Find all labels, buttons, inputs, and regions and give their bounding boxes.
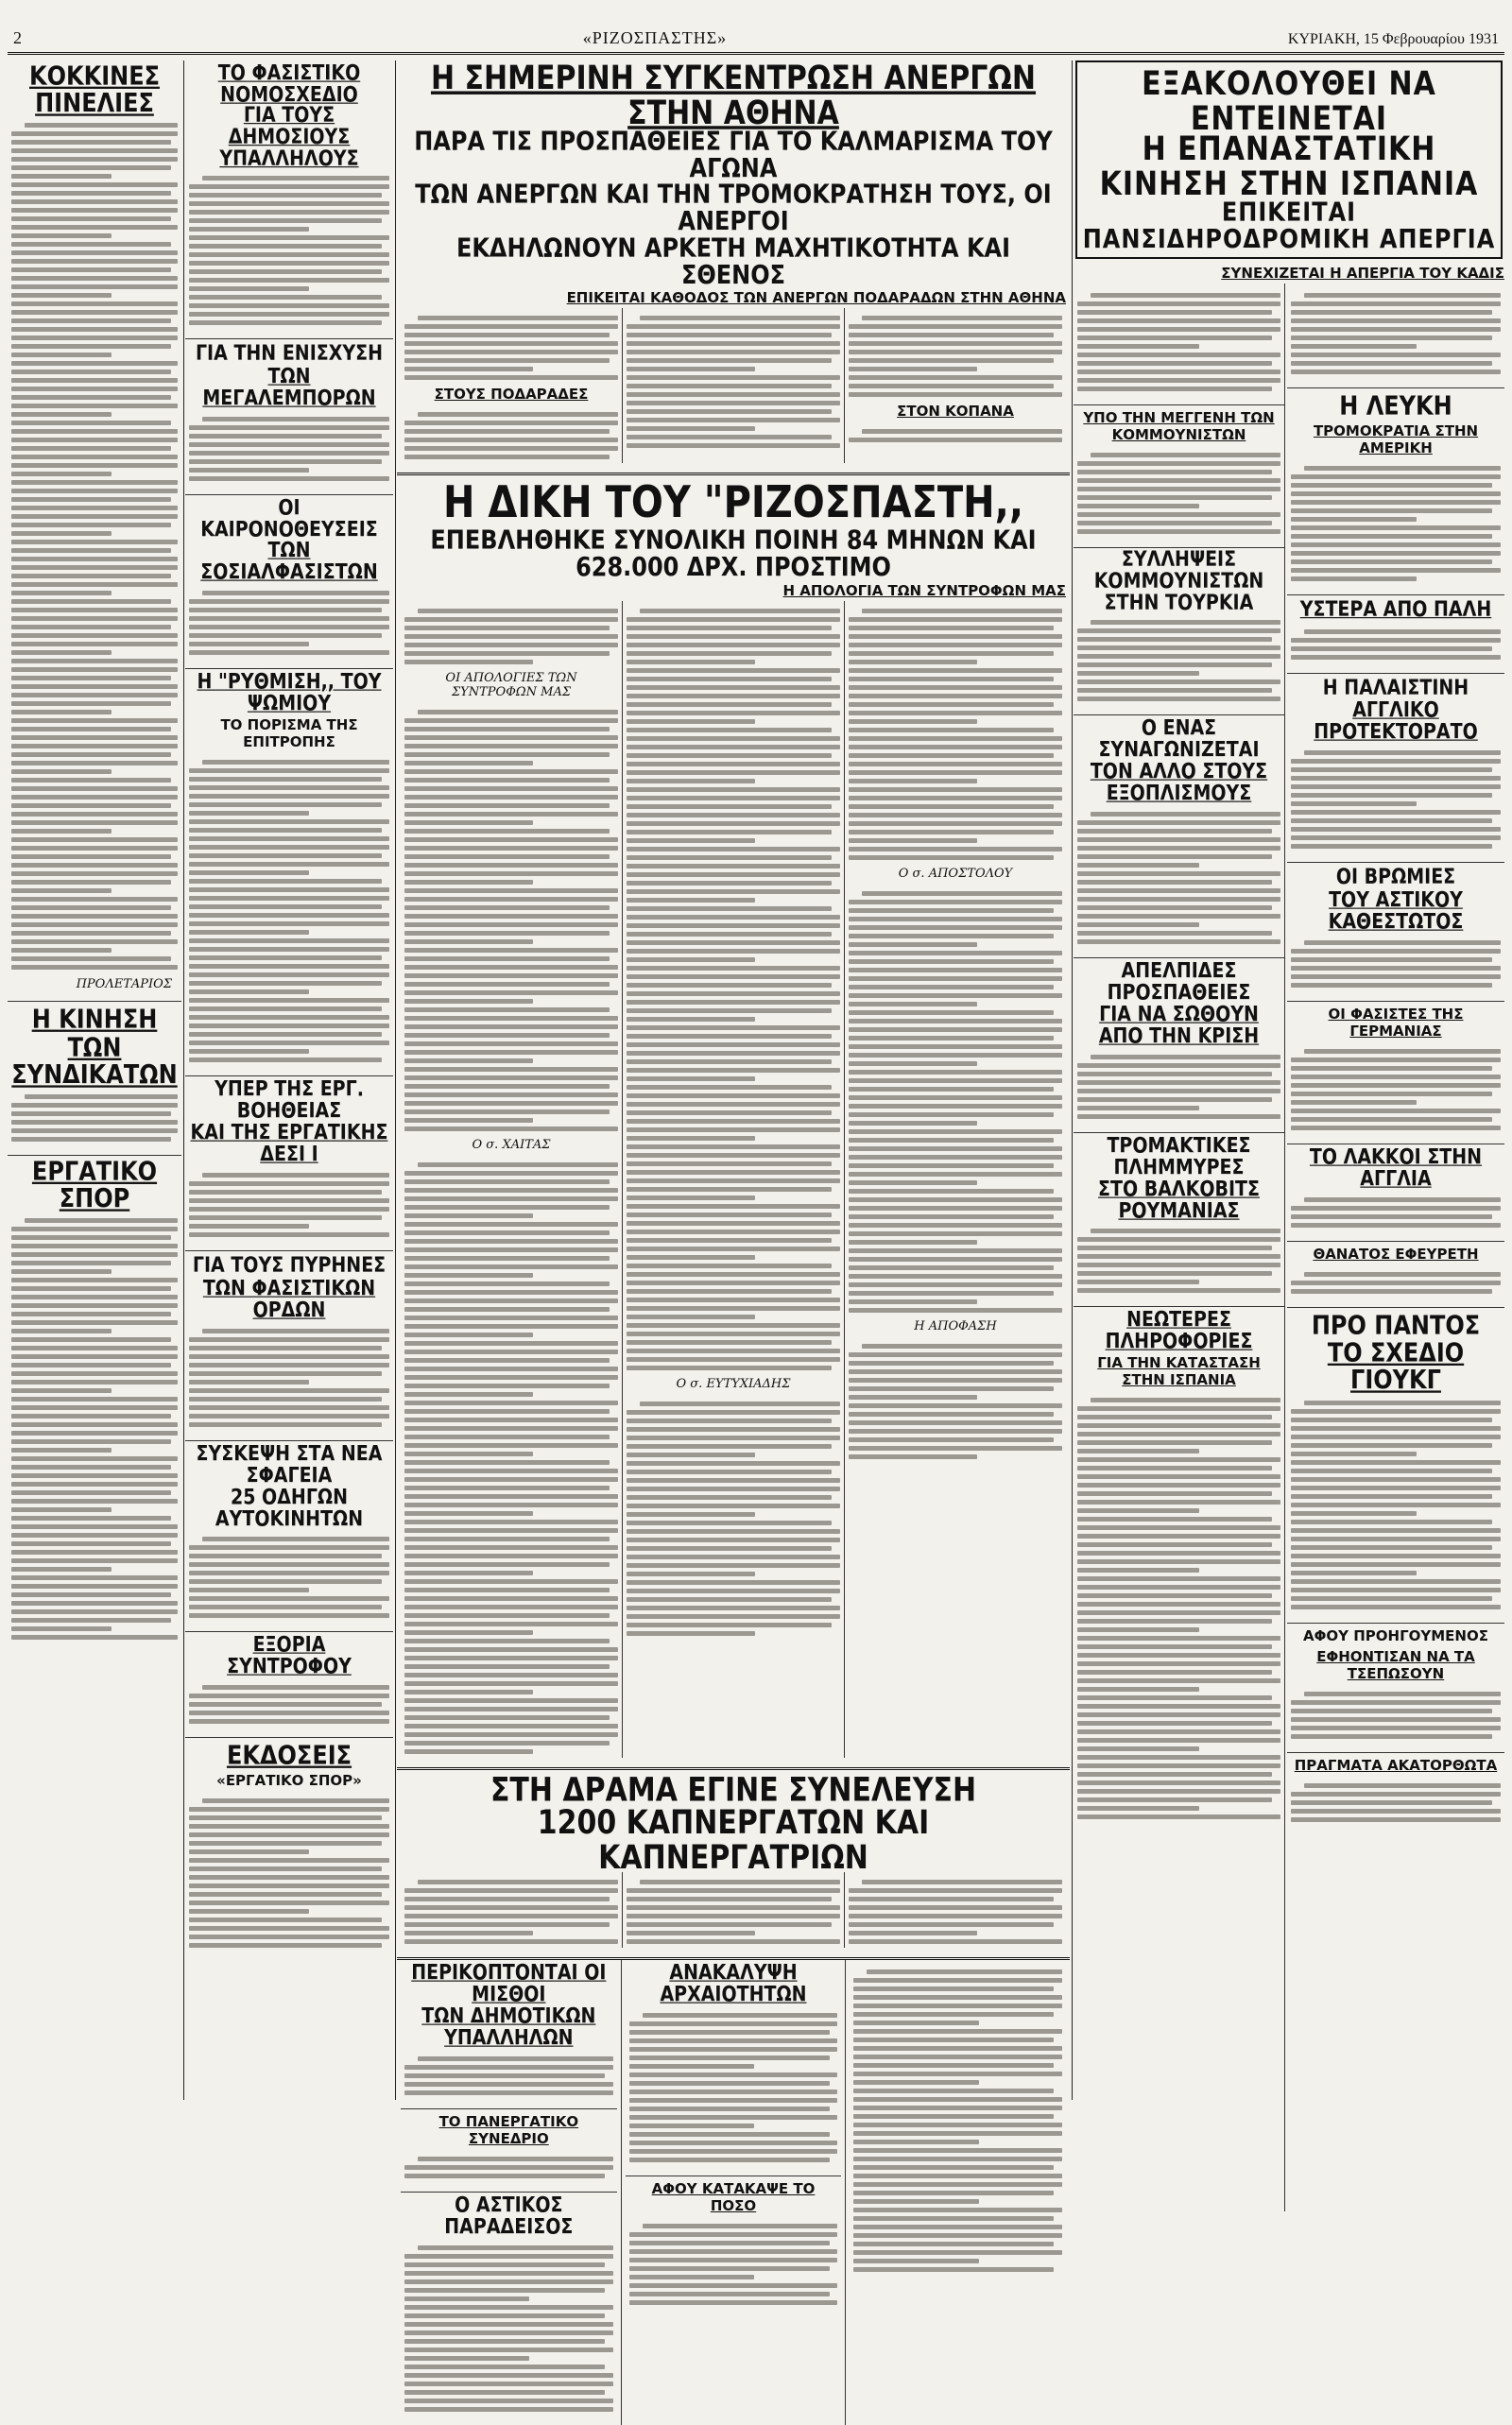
lead-subtitle: ΕΠΙΚΕΙΤΑΙ ΚΑΘΟΔΟΣ ΤΩΝ ΑΝΕΡΓΩΝ ΠΟΔΑΡΑΔΩΝ ΣΤΗΝ ΑΘΗΝΑ <box>566 289 1066 307</box>
article-title: 1200 ΚΑΠΝΕΡΓΑΤΩΝ ΚΑΙ ΚΑΠΝΕΡΓΑΤΡΙΩΝ <box>537 1804 930 1877</box>
article-body <box>189 1791 389 1948</box>
article-title: Η ΚΙΝΗΣΗ <box>31 1004 158 1035</box>
article-ystera-apo-pali <box>1287 595 1504 674</box>
bottom-columns <box>397 1960 1070 2425</box>
column-1 <box>8 60 181 2100</box>
article-body <box>849 1336 1062 1459</box>
article-body <box>189 752 389 1062</box>
article-title: ΑΠΕΛΠΙΔΕΣ ΠΡΟΣΠΑΘΕΙΕΣ <box>1107 958 1251 1006</box>
article-body <box>404 1872 618 1944</box>
article-lakkoi-anglia <box>1287 1144 1504 1242</box>
section-heading: ΟΙ ΑΠΟΛΟΓΙΕΣ ΤΩΝ ΣΥΝΤΡΟΦΩΝ ΜΑΣ <box>445 670 577 699</box>
section-heading: ΣΤΟΥΣ ΠΟΔΑΡΑΔΕΣ <box>434 386 589 404</box>
article-syskepsi-sfageia <box>185 1441 393 1633</box>
article-title: ΑΓΓΛΙΚΟ ΠΡΟΤΕΚΤΟΡΑΤΟ <box>1314 698 1478 745</box>
article-kokkines-pinelies <box>8 60 181 1002</box>
article-body <box>627 1394 840 1636</box>
article-ergatiko-spor <box>8 1156 181 1653</box>
article-ekdoseis <box>185 1738 393 1960</box>
article-lefki-tromokratia <box>1287 388 1504 594</box>
article-drama-synelefsi <box>397 1770 1070 1961</box>
lead-headline: ΠΑΡΑ ΤΙΣ ΠΡΟΣΠΑΘΕΙΕΣ ΓΙΑ ΤΟ ΚΑΛΜΑΡΙΣΜΑ ΤΟΥ ΑΓΩΝΑ <box>414 126 1053 184</box>
banner-headline: Η ΕΠΑΝΑΣΤΑΤΙΚΗ ΚΙΝΗΣΗ ΣΤΗΝ ΙΣΠΑΝΙΑ <box>1099 130 1479 203</box>
article-title: ΣΤΟ ΒΑΛΚΟΒΙΤΣ ΡΟΥΜΑΝΙΑΣ <box>1098 1177 1260 1223</box>
article-title: ΤΩΝ ΜΕΓΑΛΕΜΠΟΡΩΝ <box>202 364 376 410</box>
article-title: ΑΦΟΥ ΚΑΤΑΚΑΨΕ ΤΟ ΠΟΣΟ <box>651 2179 816 2214</box>
article-body <box>11 1087 178 1142</box>
trial-subtitle: Η ΑΠΟΛΟΓΙΑ ΤΩΝ ΣΥΝΤΡΟΦΩΝ ΜΑΣ <box>782 581 1066 599</box>
article-body <box>849 1872 1062 1944</box>
article-title: ΣΤΗ ΔΡΑΜΑ ΕΓΙΝΕ ΣΥΝΕΛΕΥΣΗ <box>490 1770 977 1810</box>
article-title: ΕΞΟΡΙΑ ΣΥΝΤΡΟΦΟΥ <box>227 1633 352 1679</box>
article-title: ΤΟΥ ΑΣΤΙΚΟΥ ΚΑΘΕΣΤΩΤΟΣ <box>1328 888 1464 935</box>
article-subtitle: «ΕΡΓΑΤΙΚΟ ΣΠΟΡ» <box>216 1771 362 1789</box>
article-body <box>849 884 1062 1313</box>
article-body <box>1077 612 1280 701</box>
drama-body-columns <box>401 1872 1066 1948</box>
article-vromies-kathestotos <box>1287 863 1504 1002</box>
article-body <box>189 1165 389 1237</box>
article-megeni-kommounistwn <box>1074 405 1284 548</box>
article-katakapse-poso <box>626 2176 842 2318</box>
article-body <box>1291 622 1501 660</box>
trial-body-columns <box>401 601 1066 1758</box>
article-body <box>404 702 618 1131</box>
article-fasistes-germanias <box>1287 1002 1504 1144</box>
article-plimmyres <box>1074 1133 1284 1308</box>
article-title: ΤΟΝ ΑΛΛΟ ΣΤΟΥΣ ΕΞΟΠΛΙΣΜΟΥΣ <box>1090 759 1268 806</box>
banner-subtitle: ΣΥΝΕΧΙΖΕΤΑΙ Η ΑΠΕΡΓΙΑ ΤΟΥ ΚΑΔΙΣ <box>1221 265 1504 283</box>
article-title: ΤΟ ΠΑΝΕΡΓΑΤΙΚΟ ΣΥΝΕΔΡΙΟ <box>438 2112 579 2147</box>
issue-date: ΚΥΡΙΑΚΗ, 15 Φεβρουαρίου 1931 <box>1287 31 1499 47</box>
article-body <box>404 404 618 459</box>
article-body <box>11 1211 178 1640</box>
article-apelpides-prospatheies <box>1074 958 1284 1133</box>
lead-body-columns <box>401 308 1066 463</box>
article-body <box>1077 445 1280 534</box>
article-title: ΤΡΟΜΑΚΤΙΚΕΣ ΠΛΗΜΜΥΡΕΣ <box>1107 1133 1251 1179</box>
column-rule <box>395 60 396 2100</box>
article-title: ΤΩΝ ΣΟΣΙΑΛΦΑΣΙΣΤΩΝ <box>200 539 378 585</box>
article-title: ΕΦΗΟΝΤΙΣΑΝ ΝΑ ΤΑ ΤΣΕΠΩΣΟΥΝ <box>1316 1647 1475 1682</box>
article-palaistini <box>1287 674 1504 864</box>
column-rule <box>1072 60 1073 2100</box>
article-body <box>189 409 389 481</box>
section-heading: Ο σ. ΑΠΟΣΤΟΛΟΥ <box>898 866 1013 881</box>
article-rythmisi-psomiou <box>185 669 393 1076</box>
article-bottom-continuation <box>850 1960 1066 2285</box>
article-exoplismoi <box>1074 715 1284 958</box>
article-body <box>189 1321 389 1427</box>
article-body <box>1291 1264 1501 1294</box>
section-heading: Ο σ. ΕΥΤΥΧΙΑΔΗΣ <box>676 1376 791 1391</box>
article-body <box>404 601 618 664</box>
column-rule <box>183 60 184 2100</box>
article-astikos-paradeisos <box>401 2193 617 2425</box>
article-title: ΤΟ ΣΧΕΔΙΟ ΓΙΟΥΚΓ <box>1327 1337 1465 1396</box>
article-body <box>1077 1221 1280 1293</box>
article-title: ΓΙΑ ΝΑ ΣΩΘΟΥΝ ΑΠΟ ΤΗΝ ΚΡΙΣΗ <box>1098 1002 1260 1048</box>
article-body <box>1291 285 1501 374</box>
column-4-body <box>1074 284 1504 2211</box>
article-title: ΤΡΟΜΟΚΡΑΤΙΑ ΣΤΗΝ ΑΜΕΡΙΚΗ <box>1313 421 1479 456</box>
paper-name: «ΡΙΖΟΣΠΑΣΤΗΣ» <box>582 28 728 47</box>
article-title: ΓΙΑ ΤΟΥΣ ΠΥΡΗΝΕΣ <box>192 1253 387 1278</box>
article-body <box>404 2049 613 2095</box>
article-kinisi-syndikaton <box>8 1002 181 1156</box>
article-kaironotheuseis <box>185 495 393 670</box>
article-title: ΚΑΙ ΤΗΣ ΕΡΓΑΤΙΚΗΣ ΔΕΣΙ Ι <box>190 1120 388 1167</box>
article-body <box>849 421 1062 442</box>
article-title: ΠΕΡΙΚΟΠΤΟΝΤΑΙ ΟΙ ΜΙΣΘΟΙ <box>411 1960 607 2007</box>
article-body <box>1291 933 1501 988</box>
article-body <box>1291 743 1501 849</box>
trial-headline: Η ΔΙΚΗ ΤΟΥ "ΡΙΖΟΣΠΑΣΤΗ,, <box>442 477 1024 528</box>
column-4-left <box>1074 284 1285 2211</box>
newspaper-page <box>8 8 1504 2239</box>
article-byline: ΠΡΟΛΕΤΑΡΙΟΣ <box>76 977 172 992</box>
article-body <box>404 2238 613 2412</box>
article-aperjia-kadis-body <box>1287 284 1504 388</box>
article-body <box>11 115 178 970</box>
article-title: ΓΙΑ ΤΗΝ ΕΝΙΣΧΥΣΗ <box>195 341 384 366</box>
section-heading: Ο σ. ΧΑΙΤΑΣ <box>472 1137 551 1152</box>
article-title: 25 ΟΔΗΓΩΝ ΑΥΤΟΚΙΝΗΤΩΝ <box>215 1485 364 1531</box>
article-enisxysi-megalemporon <box>185 339 393 495</box>
article-title: ΥΠΟ ΤΗΝ ΜΕΓΓΕΝΗ ΤΩΝ ΚΟΜΜΟΥΝΙΣΤΩΝ <box>1083 409 1275 444</box>
article-title: ΕΚΔΟΣΕΙΣ <box>226 1740 352 1771</box>
article-subtitle: ΓΙΑ ΤΗΝ ΚΑΤΑΣΤΑΣΗ ΣΤΗΝ ΙΣΠΑΝΙΑ <box>1097 1354 1261 1389</box>
article-body <box>1077 1390 1280 1819</box>
lead-headline: ΤΩΝ ΑΝΕΡΓΩΝ ΚΑΙ ΤΗΝ ΤΡΟΜΟΚΡΑΤΗΣΗ ΤΟΥΣ, ΟΙ ΑΝΕΡΓΟΙ <box>415 179 1052 237</box>
article-body <box>1291 458 1501 581</box>
article-body <box>189 168 389 325</box>
article-body <box>627 1872 840 1944</box>
lead-headline: Η ΣΗΜΕΡΙΝΗ ΣΥΓΚΕΝΤΡΩΣΗ ΑΝΕΡΓΩΝ ΣΤΗΝ ΑΘΗΝΑ <box>430 60 1037 132</box>
article-syllipseis-tourkia <box>1074 548 1284 715</box>
article-neoteres-plirofories <box>1074 1307 1284 1832</box>
article-title: ΣΥΣΚΕΨΗ ΣΤΑ ΝΕΑ ΣΦΑΓΕΙΑ <box>196 1441 383 1488</box>
article-title: ΑΝΑΚΑΛΥΨΗ ΑΡΧΑΙΟΤΗΤΩΝ <box>660 1960 807 2007</box>
trial-subheadline: ΕΠΕΒΛΗΘΗΚΕ ΣΥΝΟΛΙΚΗ ΠΟΙΝΗ 84 ΜΗΝΩΝ ΚΑΙ 628.000 ΔΡΧ. ΠΡΟΣΤΙΜΟ <box>430 525 1037 583</box>
article-syngentrosi-anergon <box>397 60 1070 475</box>
article-title: Η ΠΑΛΑΙΣΤΙΝΗ <box>1322 675 1469 700</box>
article-title: ΥΠΕΡ ΤΗΣ ΕΡΓ. ΒΟΗΘΕΙΑΣ <box>215 1076 364 1124</box>
article-body <box>1291 1776 1501 1822</box>
article-title: ΤΩΝ ΣΥΝΔΙΚΑΤΩΝ <box>11 1031 178 1090</box>
article-body <box>1291 1041 1501 1130</box>
article-sxedio-giougk <box>1287 1308 1504 1624</box>
article-title: ΣΥΛΛΗΨΕΙΣ ΚΟΜΜΟΥΝΙΣΤΩΝ ΣΤΗΝ ΤΟΥΡΚΙΑ <box>1093 547 1264 615</box>
article-title: ΥΣΤΕΡΑ ΑΠΟ ΠΑΛΗ <box>1299 596 1492 622</box>
article-title: ΝΕΩΤΕΡΕΣ ΠΛΗΡΟΦΟΡΙΕΣ <box>1105 1308 1253 1354</box>
article-title: ΘΑΝΑΤΟΣ ΕΦΕΥΡΕΤΗ <box>1313 1246 1479 1263</box>
article-body <box>627 308 840 448</box>
article-title: ΤΩΝ ΦΑΣΙΣΤΙΚΩΝ ΟΡΔΩΝ <box>202 1276 376 1322</box>
article-exoria-syntrofou <box>185 1632 393 1738</box>
section-heading: ΣΤΟΝ ΚΟΠΑΝΑ <box>897 403 1014 421</box>
column-4-right <box>1287 284 1504 2211</box>
article-title: ΕΡΓΑΤΙΚΟ ΣΠΟΡ <box>31 1156 158 1214</box>
article-title: Η ΛΕΥΚΗ <box>1339 390 1452 421</box>
article-ergatiki-voitheia <box>185 1076 393 1251</box>
article-mistoi-dimotikon <box>401 1960 617 2109</box>
article-title: ΓΙΑ ΤΟΥΣ ΔΗΜΟΣΙΟΥΣ ΥΠΑΛΛΗΛΟΥΣ <box>219 103 359 171</box>
article-pragmata-akatorthota <box>1287 1753 1504 1835</box>
article-subtitle: ΤΟ ΠΟΡΙΣΜΑ ΤΗΣ ΕΠΙΤΡΟΠΗΣ <box>220 716 358 751</box>
banner-headline: ΕΠΙΚΕΙΤΑΙ ΠΑΝΣΙΔΗΡΟΔΡΟΜΙΚΗ ΑΠΕΡΓΙΑ <box>1082 197 1496 255</box>
article-title: ΠΡΑΓΜΑΤΑ ΑΚΑΤΟΡΘΩΤΑ <box>1294 1756 1498 1774</box>
article-body <box>1291 1684 1501 1739</box>
article-body <box>1077 804 1280 944</box>
column-2 <box>185 60 393 2100</box>
section-heading: Η ΑΠΟΦΑΣΗ <box>914 1318 997 1333</box>
article-diki-rizospasti <box>397 475 1070 1769</box>
article-title: ΤΩΝ ΔΗΜΟΤΙΚΩΝ ΥΠΑΛΛΗΛΩΝ <box>421 2004 596 2050</box>
article-body <box>1291 1190 1501 1228</box>
article-title: ΚΟΚΚΙΝΕΣ ΠΙΝΕΛΙΕΣ <box>29 60 160 119</box>
article-body <box>1077 285 1280 391</box>
article-body <box>849 308 1062 397</box>
article-title: ΟΙ ΚΑΙΡΟΝΟΘΕΥΣΕΙΣ <box>200 495 378 542</box>
article-body <box>404 1155 618 1754</box>
article-title: ΟΙ ΒΡΩΜΙΕΣ <box>1335 865 1456 889</box>
article-body <box>627 601 840 1370</box>
article-body <box>1291 1393 1501 1609</box>
article-pyrines-fasistikon <box>185 1251 393 1441</box>
article-title: Ο ΑΣΤΙΚΟΣ ΠΑΡΑΔΕΙΣΟΣ <box>444 2193 574 2239</box>
article-thanatos-efevreti <box>1287 1242 1504 1308</box>
article-body <box>629 2216 838 2305</box>
article-anakalypsi-arxaiotiton <box>626 1960 842 2176</box>
page-number: 2 <box>13 28 22 47</box>
column-4 <box>1074 60 1504 2100</box>
article-body <box>629 2005 838 2162</box>
article-title: Ο ΕΝΑΣ ΣΥΝΑΓΩΝΙΖΕΤΑΙ <box>1098 716 1260 763</box>
article-body <box>849 601 1062 860</box>
article-tsepwsoun <box>1287 1624 1504 1753</box>
masthead <box>8 8 1504 55</box>
article-title: ΠΡΟ ΠΑΝΤΟΣ <box>1311 1309 1481 1341</box>
article-title: ΤΟ ΛΑΚΚΟΙ ΣΤΗΝ ΑΓΓΛΙΑ <box>1309 1144 1483 1192</box>
article-title: ΟΙ ΦΑΣΙΣΤΕΣ ΤΗΣ ΓΕΡΜΑΝΙΑΣ <box>1328 1006 1464 1041</box>
lead-headline: ΕΚΔΗΛΩΝΟΥΝ ΑΡΚΕΤΗ ΜΑΧΗΤΙΚΟΤΗΤΑ ΚΑΙ ΣΘΕΝΟΣ <box>455 232 1011 290</box>
article-spain-body <box>1074 284 1284 405</box>
article-body <box>404 308 618 380</box>
article-body <box>853 1962 1062 2272</box>
article-title: Η "ΡΥΘΜΙΣΗ,, ΤΟΥ ΨΩΜΙΟΥ <box>197 670 382 716</box>
article-body <box>404 2149 613 2178</box>
article-title: ΑΦΟΥ ΠΡΟΗΓΟΥΜΕΝΟΣ <box>1303 1626 1488 1644</box>
article-body <box>189 583 389 655</box>
spain-banner <box>1075 60 1503 259</box>
article-body <box>189 1529 389 1618</box>
article-panergatiko-synedrio <box>401 2109 617 2193</box>
column-3 <box>397 60 1070 2239</box>
article-body <box>189 1677 389 1724</box>
article-fasistiko-nomosxedio <box>185 60 393 339</box>
banner-headline: ΕΞΑΚΟΛΟΥΘΕΙ ΝΑ ΕΝΤΕΙΝΕΤΑΙ <box>1142 65 1436 138</box>
article-title: ΤΟ ΦΑΣΙΣΤΙΚΟ ΝΟΜΟΣΧΕΔΙΟ <box>217 60 361 108</box>
article-body <box>1077 1047 1280 1119</box>
